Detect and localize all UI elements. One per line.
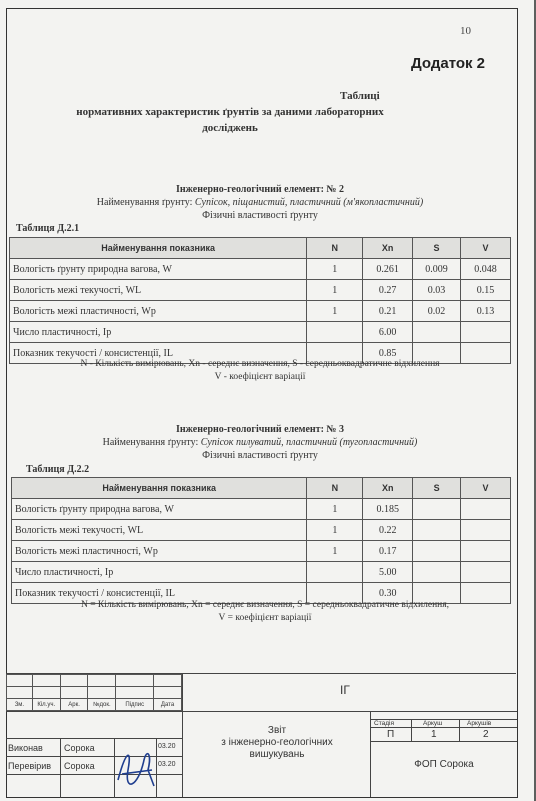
cell-name: Показник текучості / консистенції, IL [10,343,307,364]
table-d22 [11,477,511,604]
report-title: Звіт з інженерно-геологічних вишукувань [221,725,333,760]
col-xn-header: Xn [363,478,413,499]
cell-s [413,541,461,562]
cell-n: 1 [307,541,363,562]
cell-v: 0.048 [461,259,511,280]
cell-n: 1 [307,499,363,520]
cell-n: 1 [307,520,363,541]
executor-date: 03.20 [158,743,176,750]
col-v-header: V [461,478,511,499]
cell-name: Вологість ґрунту природна вагова, W [12,499,307,520]
document-code: ІГ [340,683,350,697]
element-2-props-heading: Фізичні властивості ґрунту [202,210,318,221]
table-d22-note-1: N = Кількість вимірювань, Xn = середнє визначення, S = середньоквадратичне відхилення, [80,600,450,610]
cell-v: 0.15 [461,280,511,301]
checker-role: Перевірив [8,761,52,771]
element-3-props-heading: Фізичні властивості ґрунту [202,450,318,461]
table-d21 [9,237,511,364]
element-2-soil: Найменування ґрунту: Супісок, піщанистий, пластичний (м'якопластичний) [96,197,424,208]
cell-s [413,322,461,343]
cell-xn: 0.17 [363,541,413,562]
title-line-2: нормативних характеристик ґрунтів за даними лабораторних [76,106,384,118]
table-row [12,562,511,583]
stage-org-cell [370,711,517,797]
cell-n [307,562,363,583]
cell-v: 0.13 [461,301,511,322]
col-label: Зм. [7,699,33,711]
col-label: Підпис [116,699,154,711]
col-n-header: N [307,238,363,259]
element-2-heading: Інженерно-геологічний елемент: № 2 [176,184,344,195]
cell-name: Число пластичності, Ip [10,322,307,343]
cell-v [461,562,511,583]
checker-name: Сорока [64,761,95,771]
cell-s: 0.009 [413,259,461,280]
cell-xn: 0.21 [363,301,413,322]
sheet-value: 1 [431,729,437,740]
cell-xn: 0.30 [363,583,413,604]
table-d21-label: Таблиця Д.2.1 [16,223,80,234]
page-number: 10 [460,25,471,37]
col-n-header: N [307,478,363,499]
table-header-row [10,238,511,259]
cell-name: Вологість ґрунту природна вагова, W [10,259,307,280]
cell-v [461,541,511,562]
revision-header-row [7,699,182,711]
col-label: Арк. [60,699,88,711]
table-d22-label: Таблиця Д.2.2 [26,464,90,475]
stage-header: Стадія [374,720,394,727]
executor-name: Сорока [64,743,95,753]
table-d22-note-2: V = коефіцієнт варіації [218,613,312,623]
cell-name: Вологість межі пластичності, Wp [12,541,307,562]
cell-v [461,520,511,541]
cell-s: 0.03 [413,280,461,301]
cell-n: 1 [307,280,363,301]
cell-s [413,499,461,520]
cell-s [413,520,461,541]
table-row [10,301,511,322]
checker-date: 03.20 [158,761,176,768]
sheet-header: Аркуш [423,720,443,727]
code-cell [182,674,517,712]
col-label: Кіл.уч. [32,699,60,711]
report-title-cell [182,711,371,797]
title-block [6,673,516,797]
cell-name: Вологість межі пластичності, Wp [10,301,307,322]
cell-xn: 0.85 [363,343,413,364]
cell-name: Число пластичності, Ip [12,562,307,583]
table-d21-note-2: V - коефіцієнт варіації [214,372,306,382]
executor-role: Виконав [8,743,43,753]
table-row [12,499,511,520]
col-name-header: Найменування показника [10,238,307,259]
signature-image [114,740,158,792]
sheets-value: 2 [483,729,489,740]
element-3-soil: Найменування ґрунту: Супісок пилуватий, пластичний (тугопластичний) [102,437,418,448]
cell-n [307,322,363,343]
cell-s: 0.02 [413,301,461,322]
cell-s [413,562,461,583]
cell-xn: 6.00 [363,322,413,343]
table-row [12,541,511,562]
col-s-header: S [413,478,461,499]
cell-xn: 0.27 [363,280,413,301]
table-header-row [12,478,511,499]
signature-area [6,711,182,798]
cell-name: Вологість межі текучості, WL [10,280,307,301]
cell-xn: 0.185 [363,499,413,520]
table-row [10,280,511,301]
title-line-3: досліджень [202,122,258,134]
revision-grid [6,674,182,711]
col-name-header: Найменування показника [12,478,307,499]
cell-xn: 0.22 [363,520,413,541]
col-s-header: S [413,238,461,259]
cell-name: Вологість межі текучості, WL [12,520,307,541]
cell-n: 1 [307,259,363,280]
table-row [10,322,511,343]
cell-xn: 0.261 [363,259,413,280]
appendix-title: Додаток 2 [411,55,486,72]
cell-xn: 5.00 [363,562,413,583]
cell-name: Показник текучості / консистенції, IL [12,583,307,604]
col-label: №док. [88,699,116,711]
col-v-header: V [461,238,511,259]
organization: ФОП Сорока [414,759,474,770]
cell-v [461,322,511,343]
cell-n: 1 [307,301,363,322]
table-row [10,259,511,280]
sheets-header: Аркушів [467,720,492,727]
table-d21-note-1: N - Кількість вимірювань, Xn - середнє визначення, S - середньоквадратичне відхилення [80,359,440,369]
table-row [12,520,511,541]
stage-value: П [387,729,395,740]
title-line-1: Таблиці [340,90,380,102]
element-3-heading: Інженерно-геологічний елемент: № 3 [176,424,344,435]
col-label: Дата [154,699,182,711]
cell-v [461,499,511,520]
col-xn-header: Xn [363,238,413,259]
